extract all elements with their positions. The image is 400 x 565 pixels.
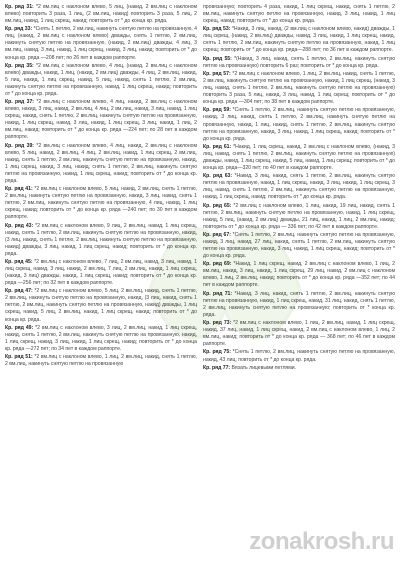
- pattern-row: [203, 203, 395, 231]
- row-label: Кр. ряд 55:: [203, 55, 232, 62]
- left-column: [5, 4, 197, 565]
- row-label: Кр. ряд 33:: [5, 26, 33, 33]
- row-label: Кр. ряд 73:: [203, 320, 232, 327]
- row-instructions: *2 вм.лиц с наклоном влево, 9 лиц, 2 вм.лиц, накид, 1 лиц скрещ, накид, снять 1 петлю, 2 вм.лиц, накинуть снятую петлю на провязанную, накид, (3 лиц, накид, снять 1 петлю, 2 вм.лиц, накинуть снятую петлю на провязанную, накид) дважды, 3 лиц, накид, 1 лиц скрещ, накид; повторить от * до конца кр. ряда.: [5, 222, 197, 257]
- row-instructions: *2 вм.лиц с наклоном влево, 1 лиц, 2 вм.лиц, накид, снять 1 петлю, 2 вм.лиц, накинуть снятую петлю на провязанную: [5, 354, 197, 368]
- row-instructions: *2 вм.лиц с наклоном влево, 4 лиц, накид, 2 вм.лиц с наклоном влево, накид, 3 лиц, накид, 2 вм.лиц, 4 лиц, 2 вм.лиц, накид, 3 лиц, накид, 1 лиц скрещ, накид, снять 1 петлю, 2 вм.лиц, накинуть снятую петлю на провязанную, накид, 1 лиц скрещ, накид, 3 лиц, накид, 1 лиц скрещ, 3 лиц, накид, 1 лиц, 2 вм.лиц, накид; повторить от * до конца кр. ряда —224 пет; по 28 пет в каждом раппорте.: [5, 99, 197, 141]
- row-label: Кр. ряд 53:: [203, 26, 231, 33]
- row-instructions: *Накид, 1 лиц скрещ, накид, 2 вм.лиц с наклоном влево, (накид, 3 лиц, накид, снять 1 петлю, 2 вм.лиц, накинуть снятую петлю на провязанную) дважды, накид, 1 лиц скрещ, накид, 5 лиц, накид, 1 лиц скрещ; повторить от * до конца кр. ряда—320 пет; по 40 пет в каждом раппорте.: [203, 143, 395, 171]
- pattern-row: [203, 320, 395, 348]
- row-instructions: *2 вм.лиц с наклоном влево, 3 лиц, 2 вм.лиц, накид, 1 лиц скрещ, накид, снять 1 петлю, 2 вм.лиц, накинуть снятую петлю на провязанную, накид, 1 лиц скрещ, накид, 3 лиц, накид, 1 лиц скрещ, накид; повторить от * до конца кр. ряда —272 пет; по 34 пет в каждом раппорте.: [5, 324, 197, 352]
- row-label: Кр. ряд 43:: [5, 222, 34, 229]
- row-instructions: *2 вм.лиц с наклоном влево, 4 лиц, накид, 2 вм.лиц с наклоном влево, 5 лиц, накид, 2 вм.лиц, 4 лиц, 2 вм.лиц, накид, 1 лиц скрещ, 2 вм.лиц, накид, снять 1 петлю, 2 вм.лиц, накинуть снятую петлю на провязанную, накид, 1 лиц скрещ, накид, 3 лиц, накид, снять 1 петлю, 2 вм.лиц, накинуть снятую петлю на провязанную, накид, 1 лиц скрещ, накид; повторить от * до конца кр. ряда.: [5, 142, 197, 184]
- row-instructions: *(Накид, 3 лиц, накид, снять 1 петлю, 2 вм.лиц, накинуть снятую петлю на провязанную) повторить 6 раз; повторить от * до конца кр. ряда.: [203, 55, 395, 69]
- row-label: Кр. ряд 67:: [203, 231, 231, 238]
- row-instructions: *2 вм.лиц с наклоном влево, 5 лиц, 2 вм.лиц, накид, снять 1 петлю, 2 вм.лиц, накинуть снятую петлю на провязанную, накид, (3 лиц, накид, снять 1 петлю, 2 вм.лиц, накинуть снятую петлю на провязанную, накид) дважды, 1 лиц скрещ, накид, 5 лиц, 2 вм.лиц, накид, 1 лиц скрещ, накид; повторить от * до конца кр. ряда.: [5, 288, 197, 323]
- pattern-row: [5, 63, 197, 98]
- row-instructions: Вязать лицевыми петлями.: [230, 364, 296, 371]
- pattern-row: [203, 173, 395, 201]
- row-instructions: *Накид, 3 лиц, накид, снять 1 петлю, 2 вм.лиц, накинуть снятую петлю на провязанную, накид, 1 лиц скрещ, накид, 31 лиц, накид, снять 1 петлю, 2 вм.лиц, накинуть снятую петлю на провязанную; повторить от * конца кр. ряда.: [203, 290, 395, 318]
- pattern-row: [203, 365, 395, 372]
- row-label: Кр. ряд 39:: [5, 142, 34, 149]
- pattern-row: [203, 232, 395, 260]
- row-label: Кр. ряд 71:: [203, 290, 233, 297]
- row-label: Кр. ряд 57:: [203, 70, 231, 77]
- pattern-row: [5, 186, 197, 221]
- row-label: Кр. ряд 77:: [203, 364, 231, 371]
- pattern-row: [5, 4, 197, 25]
- row-instructions: *Снять 1 петлю, 2 вм.лиц, накинуть снятую петлю на провязанную, накид, 43 лиц; повторить от * до конца кр. ряда.: [203, 349, 395, 363]
- row-label: Кр. ряд 59:: [203, 107, 231, 114]
- row-instructions: *Снять 1 петлю, 2 вм.лиц, накинуть снятую петлю на провязанную, 4 лиц, (накид, 2 вм.лиц с наклоном влево) дважды, снять 1 петлю, 2 вм.лиц, накинуть снятую петлю на провязанную, (накид, 2 вм.лиц) дважды, 4 лиц, 3 вм.лиц, накид, 3 лиц, накид, 1 лиц скрещ, накид, 3 лиц, накид; повторить от * до конца кр. ряда —208 пет; по 26 пет в каждом раппорте.: [5, 26, 197, 61]
- pattern-row: [203, 4, 395, 25]
- row-label: Кр. ряд 51:: [5, 354, 33, 361]
- row-instructions: *2 вм.лиц с наклоном влево, 7 лиц, 2 вм.лиц, накид, 3 лиц, накид, 1 лиц скрещ, накид, 3 лиц, накид, 2 вм.лиц, 7 лиц, 2 вм.лиц, накид, 1 лиц скрещ, (накид, 3 лиц) дважды, накид, 1 лиц скрещ, накид; повторить от * до конца кр. ряда —256 пет; по 32 пет в каждом раппорте.: [5, 258, 197, 287]
- row-instructions: *2 вм.лиц с наклоном влево, 4 лиц, (накид, 2 вм.лиц с наклоном влево) дважды, накид, 1 лиц, (накид, 2 вм.лиц) дважды, 4 лиц, 2 вм.лиц, накид, 5 лиц, накид, 1 лиц скрещ, накид, 5 лиц, накид, снять 1 петлю, 2 вм.лиц, накинуть снятую петлю на провязанную, накид, 1 лиц скрещ, накид; повторить от * до конца кр. ряда.: [5, 62, 197, 97]
- pattern-row: [5, 288, 197, 323]
- row-instructions: *2 вм.лиц с наклоном влево, 1 лиц, накид, 19 лиц, накид, снять 1 петлю, 2 вм.лиц, накинуть снятую петлю на провязанную, накид, 1 лиц скрещ, накид, 5 лиц, (накид, 2 вм.лиц) дважды, 21 лиц, накид, 1 лиц, 2 вм.лиц, накид; повторить от * до конца кр. ряда — 336 пет; по 42 пет в каждом раппорте.: [203, 202, 395, 230]
- row-label: Кр. ряд 63:: [203, 173, 233, 180]
- pattern-row: [5, 26, 197, 61]
- pattern-row: [203, 349, 395, 363]
- row-label: Кр. ряд 37:: [5, 99, 34, 106]
- pattern-row: [203, 144, 395, 172]
- row-label: Кр. ряд 41:: [5, 186, 33, 193]
- pattern-row: [5, 99, 197, 141]
- row-label: Кр. ряд 35:: [5, 62, 34, 69]
- row-instructions: *2 вм.лиц с наклоном влево, 1 лиц, 2 вм.лиц, накид, 1 лиц скрещ, накид, 37 лиц, накид, 1 лиц скрещ, накид, 2 вм.лиц с наклоном влево, 1 лиц, 2 вм.лиц, накид; повторить от * до конца кр. ряда — 368 пет; по 46 пет в каждом раппорте.: [203, 320, 395, 348]
- row-instructions: *Накид, 3 лиц, накид, (2 вм.лиц с наклоном влево, накид) дважды, 1 лиц скрещ, (накид, 2 вм.лиц) дважды, накид, 3 лиц, накид, 1 лиц скрещ, накид, снять 1 петлю, 2 вм.лиц, накинуть снятую петлю на провязанную, накид, 1 лиц скрещ; повторить от * до конца кр. ряда—288 пет; по 36 пет в каждом раппорте.: [203, 26, 395, 54]
- pattern-row: [203, 291, 395, 319]
- pattern-row: [203, 261, 395, 289]
- row-instructions: *Накид, 3 лиц, накид, снять 1 петлю, 2 вм.лиц, накинуть снятую петлю на провязанную, накид, 1 лиц скрещ, накид, 3 лиц, накид, 1 лиц скрещ, 3 лиц, накид, снять 1 петлю, 2 вм.лиц, накинуть снятую петлю на провязанную, накид, 1 лиц скрещ, накид; повторить от * до конца кр. ряда.: [203, 173, 395, 201]
- row-label: Кр. ряд 47:: [5, 288, 33, 295]
- pattern-row: [5, 354, 197, 368]
- pattern-row: [203, 26, 395, 54]
- row-label: Кр. ряд 45:: [5, 258, 33, 265]
- row-instructions: провязанную; повторить 4 раза, накид, 1 лиц скрещ, накид, снять 1 петлю, 2 вм.лиц, накинуть снятую петлю на провязанную, накид, 3 лиц, накид, 1 лиц скрещ, накид; повторить от * до конца кр. ряда.: [203, 4, 395, 25]
- row-label: Кр. ряд 75:: [203, 349, 231, 356]
- pattern-row: [203, 71, 395, 106]
- pattern-row: [5, 259, 197, 287]
- pattern-row: [203, 56, 395, 70]
- row-label: Кр. ряд 31:: [5, 4, 34, 10]
- row-label: Кр. ряд 61:: [203, 143, 232, 150]
- row-instructions: *Снять 1 петлю, 2 вм.лиц, накинуть снятую петлю на провязанную, накид, 3 лиц, накид, снять 1 петлю, 2 вм.лиц, накинуть снятую петлю на провязанную, накид, 1 лиц, накид, снять 1 петлю, 2 вм.лиц, накинуть снятую петлю на провязанную, накид, 3 лиц, накид, 1 лиц скрещ, накид; повторить от * до конца кр. ряда.: [203, 107, 395, 142]
- pattern-row: [5, 325, 197, 353]
- pattern-row: [5, 143, 197, 185]
- pattern-row: [5, 223, 197, 258]
- row-instructions: *2 вм.лиц с наклоном влево, 1 лиц, 2 вм.лиц, накид, снять 1 петлю, 2 вм.лиц, накинуть снятую петлю на провязанную, накид, 1 лиц скрещ, (накид, 3 лиц, накид, снять 1 петлю, 2 вм.лиц, накинуть снятую петлю на провязанную) повторить 3 раза, 5 лиц, накид, 3 лиц, накид, 1 лиц скрещ; повторить от * до конца кр. ряда —304 пет; по 38 пет в каждом раппорте.: [203, 70, 395, 106]
- right-column: [203, 4, 395, 565]
- row-instructions: *2 вм.лиц с наклоном влево, 5 лиц, накид, 2 вм.лиц, снять 1 петлю, 2 вм.лиц, накинуть снятую петлю на провязанную, накид, 3 лиц, накид, снять 1 петлю, 2 вм.лиц, накинуть снятую петлю на провязанную, 4 лиц, накид, 1 лиц скрещ, накид; повторить от * до конца кр. ряда —240 пет; по 30 пет в каждом раппорте.: [5, 186, 197, 221]
- pattern-row: [203, 107, 395, 142]
- row-instructions: *2 вм.лиц с наклоном влево, 5 лиц, (накид, 2 вм.лиц с наклоном влево) повторить 3 раза, 1 лиц, (2 вм.лиц, накид) повторить 3 раза, 5 лиц, 2 вм.лиц, накид, 1 лиц скрещ, накид; повторить от * до конца кр. ряда.: [5, 4, 197, 25]
- row-label: Кр. ряд 65:: [203, 202, 232, 209]
- row-instructions: *Снять 1 петлю, 2 вм.лиц, накинуть снятую петлю на провязанную, накид, 3 лиц, накид, 27 лиц, накид, снять 1 петлю, 2 вм.лиц, накинуть снятую петлю на провязанную, накид, 3 лиц, накид, 1 лиц скрещ, накид; повторить от * до конца кр. ряда.: [203, 231, 395, 260]
- row-instructions: *Накид, 1 лиц скрещ, накид, 2 вм.лиц с наклоном влево, 1 лиц, 2 вм.лиц, накид, 3 лиц, накид, 1 лиц скрещ, 29 лиц, накид, 2 вм.лиц с наклоном влево, 1 лиц, 2 вм.лиц, накид; повторить от * до конца кр. ряда —352 пет; по 44 пет в каждом раппорте.: [203, 261, 395, 289]
- site-watermark: zonakrosh.ru: [249, 528, 394, 555]
- row-label: Кр. ряд 49:: [5, 324, 34, 331]
- row-label: Кр. ряд 69:: [203, 261, 232, 268]
